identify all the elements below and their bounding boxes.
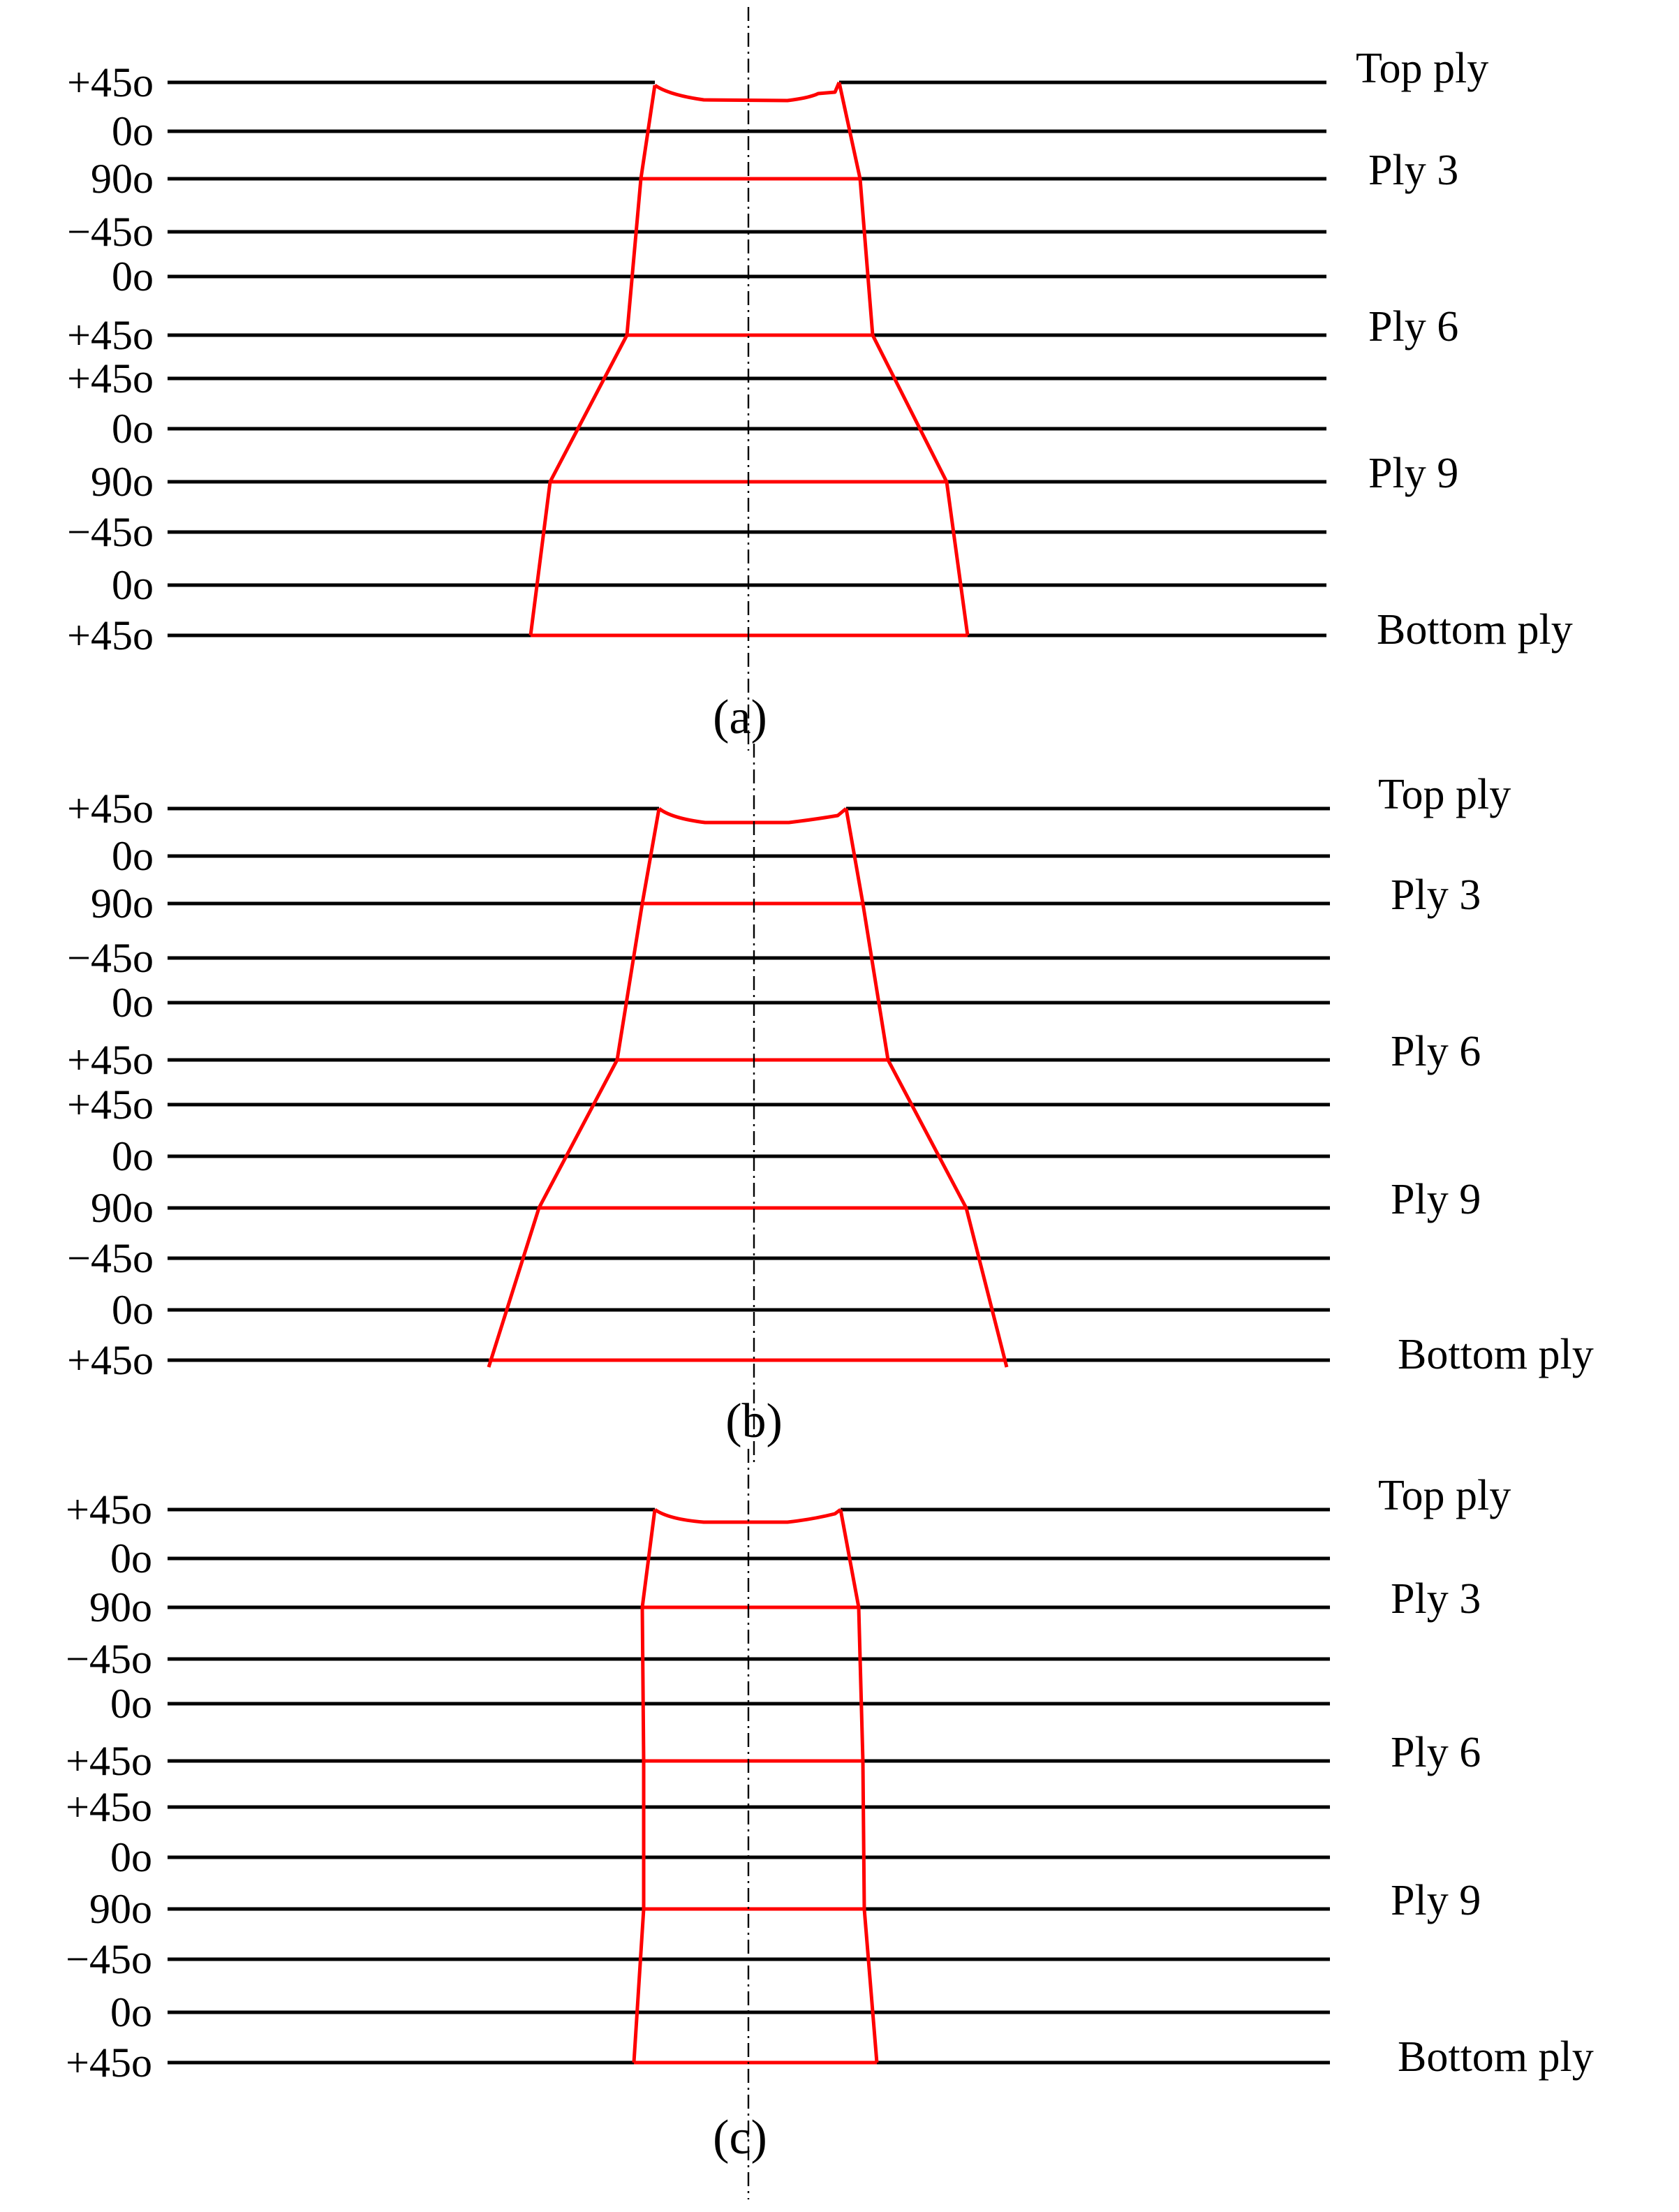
- ply-angle-label: 90o: [89, 1584, 152, 1630]
- ply-angle-label: 0o: [112, 1133, 154, 1179]
- ply-marker-label: Ply 9: [1391, 1176, 1481, 1223]
- panel-caption: (b): [725, 1394, 783, 1448]
- ply-angle-label: +45o: [67, 1082, 154, 1128]
- ply-angle-label: +45o: [67, 786, 154, 832]
- damage-crater-surface: [655, 82, 839, 101]
- ply-marker-label: Ply 6: [1391, 1729, 1481, 1776]
- ply-angle-label: +45o: [66, 1738, 152, 1784]
- ply-marker-label: Bottom ply: [1377, 606, 1573, 654]
- ply-angle-label: −45o: [67, 209, 154, 255]
- ply-angle-label: 90o: [91, 156, 154, 202]
- ply-angle-label: +45o: [66, 1784, 152, 1830]
- ply-angle-label: 0o: [112, 108, 154, 154]
- panel-caption: (a): [713, 691, 767, 744]
- ply-marker-label: Ply 3: [1391, 871, 1481, 919]
- ply-angle-label: +45o: [66, 2040, 152, 2086]
- panel-b: [67, 744, 1594, 1463]
- ply-angle-label: +45o: [67, 1037, 154, 1083]
- ply-marker-label: Bottom ply: [1398, 1331, 1594, 1378]
- ply-marker-label: Ply 3: [1391, 1575, 1481, 1623]
- ply-angle-label: 0o: [112, 833, 154, 879]
- ply-marker-label: Ply 9: [1391, 1877, 1481, 1924]
- ply-angle-label: −45o: [66, 1636, 152, 1682]
- ply-angle-label: 90o: [91, 459, 154, 505]
- ply-angle-label: 0o: [112, 406, 154, 452]
- ply-angle-label: +45o: [67, 1337, 154, 1383]
- ply-angle-label: 90o: [91, 880, 154, 927]
- ply-angle-label: +45o: [67, 312, 154, 358]
- ply-marker-label: Ply 6: [1391, 1028, 1481, 1075]
- ply-angle-label: +45o: [67, 59, 154, 105]
- ply-angle-label: −45o: [66, 1936, 152, 1982]
- ply-marker-label: Ply 9: [1368, 450, 1459, 497]
- ply-angle-label: 0o: [110, 1681, 152, 1727]
- damage-right-edge: [841, 1510, 877, 2063]
- ply-angle-label: +45o: [67, 612, 154, 658]
- ply-angle-label: 90o: [89, 1886, 152, 1932]
- ply-angle-label: 0o: [112, 980, 154, 1026]
- panel-c: [66, 1449, 1594, 2199]
- ply-angle-label: +45o: [67, 355, 154, 401]
- ply-angle-label: +45o: [66, 1487, 152, 1533]
- ply-angle-label: 90o: [91, 1185, 154, 1231]
- ply-angle-label: −45o: [67, 1235, 154, 1281]
- ply-marker-label: Top ply: [1356, 45, 1489, 92]
- damage-left-edge: [634, 1510, 655, 2063]
- ply-marker-label: Ply 3: [1368, 147, 1459, 194]
- damage-crater-surface: [659, 809, 846, 823]
- panel-caption: (c): [713, 2111, 767, 2165]
- ply-angle-label: 0o: [112, 562, 154, 608]
- damage-right-edge: [839, 82, 968, 635]
- damage-left-edge: [531, 85, 655, 635]
- ply-angle-label: −45o: [67, 935, 154, 981]
- damage-zone-outline: [489, 809, 1007, 1367]
- ply-marker-label: Top ply: [1378, 1472, 1511, 1519]
- ply-angle-label: −45o: [67, 509, 154, 555]
- ply-marker-label: Top ply: [1378, 771, 1511, 818]
- damage-right-edge: [846, 809, 1007, 1367]
- ply-angle-label: 0o: [110, 1535, 152, 1581]
- damage-left-edge: [489, 809, 659, 1367]
- ply-marker-label: Ply 6: [1368, 303, 1459, 351]
- damage-zone-outline: [634, 1510, 877, 2063]
- ply-angle-label: 0o: [112, 1287, 154, 1333]
- ply-angle-label: 0o: [110, 1834, 152, 1880]
- ply-angle-label: 0o: [110, 1989, 152, 2035]
- panel-a: [67, 7, 1573, 751]
- ply-angle-label: 0o: [112, 253, 154, 300]
- ply-marker-label: Bottom ply: [1398, 2033, 1594, 2081]
